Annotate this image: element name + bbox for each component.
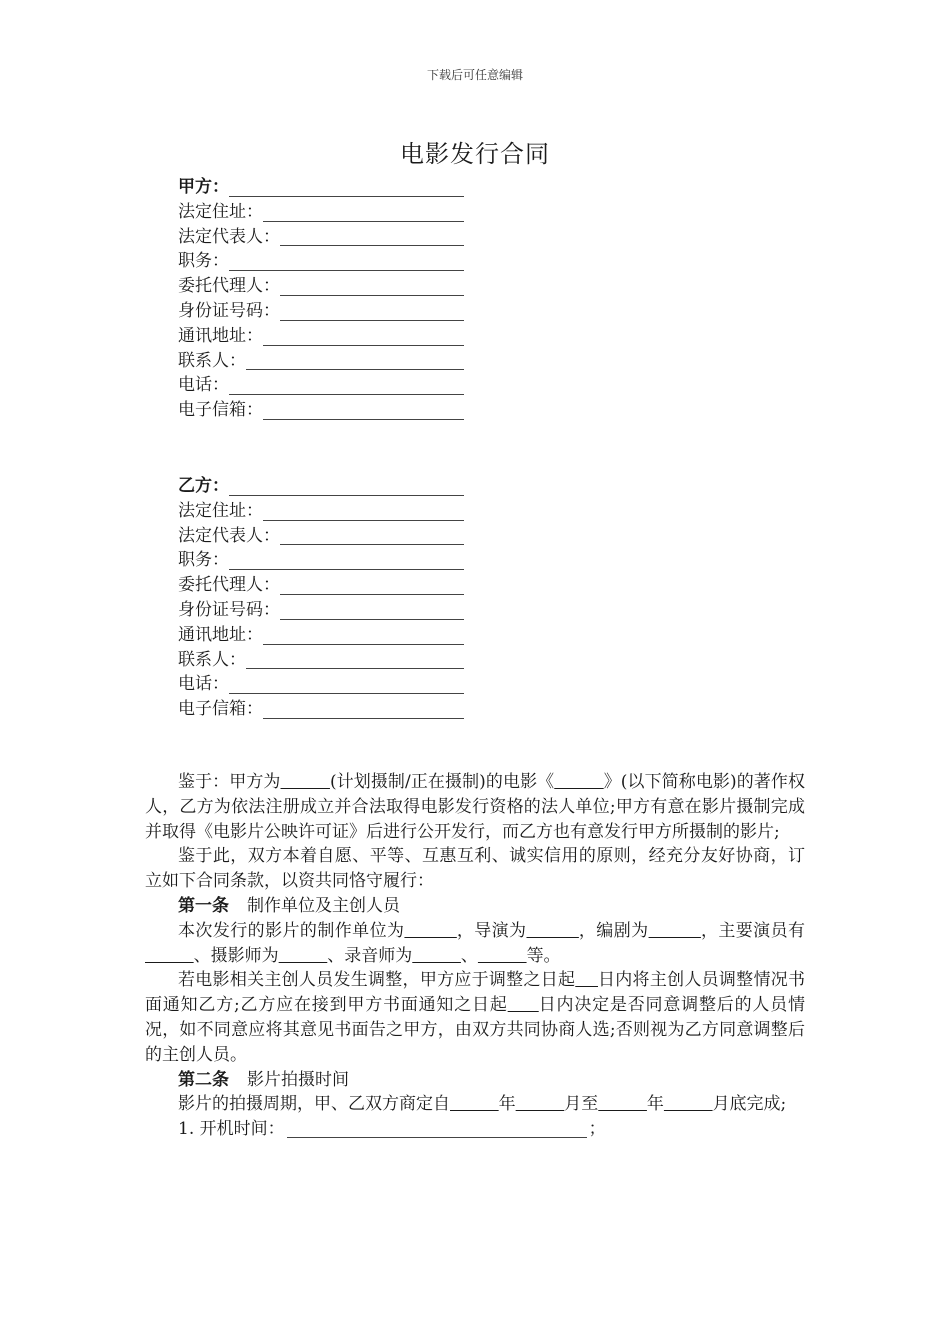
crew-paragraph: [145, 919, 805, 969]
schedule-paragraph: [145, 1092, 805, 1117]
text-run: ，导演为: [456, 920, 527, 941]
section-title: 影片拍摄时间: [247, 1069, 349, 1090]
blank[interactable]: [145, 946, 194, 966]
section-heading: [145, 894, 805, 919]
party-a-phone-field[interactable]: [178, 373, 478, 398]
party-b-position-field[interactable]: [178, 548, 478, 573]
field-label: 电子信箱：: [178, 400, 263, 421]
field-label: 通讯地址：: [178, 325, 263, 346]
section-heading: [145, 1068, 805, 1093]
fill-line[interactable]: [229, 568, 464, 570]
text-run: ，主要演员有: [700, 920, 806, 941]
header-note: 下载后可任意编辑: [426, 68, 523, 82]
text-run: 、: [460, 945, 478, 966]
party-b-representative-field[interactable]: [178, 524, 478, 549]
blank[interactable]: [526, 921, 578, 941]
text-run: 年: [646, 1094, 664, 1115]
fill-line[interactable]: [263, 643, 464, 645]
text-run: 月底完成;: [712, 1094, 787, 1115]
field-label: 通讯地址：: [178, 624, 263, 645]
document-title: 电影发行合同: [400, 140, 550, 168]
field-label: 电话：: [178, 375, 229, 396]
party-a-email-field[interactable]: [178, 398, 478, 423]
text-run: 影片的拍摄周期，甲、乙双方商定自: [178, 1094, 450, 1115]
fill-line[interactable]: [280, 244, 464, 246]
fill-line[interactable]: [246, 368, 464, 370]
party-b-email-field[interactable]: [178, 697, 478, 722]
text-run: 、摄影师为: [193, 945, 279, 966]
recital-paragraph: [145, 770, 805, 844]
text-run: 月至: [564, 1094, 599, 1115]
field-label: 甲方：: [178, 177, 229, 197]
field-label: 职务：: [178, 550, 229, 571]
party-a-representative-field[interactable]: [178, 225, 478, 250]
party-b-mail-address-field[interactable]: [178, 623, 478, 648]
blank[interactable]: [279, 946, 328, 966]
text-run: 》(以下简称电影)的著作权人，乙方为依法注册成立并合法取得电影发行资格的法人单位;甲方有意在影片摄制完成并取得《电影片公映许可证》后进行公开发行，而乙方也有意发行甲方所摄制的影片;: [145, 772, 805, 842]
blank[interactable]: [404, 921, 456, 941]
fill-line[interactable]: [263, 344, 464, 346]
party-b-contact-field[interactable]: [178, 648, 478, 673]
contract-body: [145, 770, 805, 1142]
blank[interactable]: [575, 970, 598, 990]
agreement-paragraph: 鉴于此，双方本着自愿、平等、互惠互利、诚实信用的原则，经充分友好协商，订立如下合同条款，以资共同恪守履行：: [145, 846, 805, 892]
blank[interactable]: [450, 1094, 499, 1114]
field-label: 联系人：: [178, 649, 246, 670]
fill-line[interactable]: [263, 519, 464, 521]
section-title: 制作单位及主创人员: [247, 895, 400, 916]
blank[interactable]: [478, 946, 527, 966]
party-b-agent-field[interactable]: [178, 573, 478, 598]
blank[interactable]: [516, 1094, 565, 1114]
party-a-id-field[interactable]: [178, 299, 478, 324]
fill-line[interactable]: [229, 269, 464, 271]
text-run: 年: [498, 1094, 516, 1115]
field-label: 乙方：: [178, 476, 229, 496]
text-run: ；: [588, 1119, 606, 1140]
field-label: 职务：: [178, 251, 229, 272]
blank[interactable]: [508, 995, 539, 1015]
text-run: 日内将主创人员调整情况书面通知乙方;乙方应在接到甲方书面通知之日起: [145, 970, 806, 1016]
text-run: ，编剧为: [578, 920, 649, 941]
text-run: 鉴于：甲方为: [178, 772, 281, 792]
blank[interactable]: [664, 1094, 713, 1114]
fill-line[interactable]: [280, 294, 464, 296]
fill-line[interactable]: [280, 618, 464, 620]
section-number: 第二条: [178, 1069, 229, 1090]
party-b-id-field[interactable]: [178, 598, 478, 623]
party-b-phone-field[interactable]: [178, 672, 478, 697]
field-label: 法定住址：: [178, 201, 263, 222]
field-label: 法定住址：: [178, 500, 263, 521]
fill-line[interactable]: [263, 418, 464, 420]
text-run: 本次发行的影片的制作单位为: [178, 920, 405, 941]
party-a-block: [178, 175, 478, 423]
start-date-line: [145, 1117, 805, 1142]
fill-line[interactable]: [280, 593, 464, 595]
blank[interactable]: [412, 946, 461, 966]
party-b-block: [178, 474, 478, 722]
section-number: 第一条: [178, 895, 229, 916]
party-a-agent-field[interactable]: [178, 274, 478, 299]
text-run: 若电影相关主创人员发生调整，甲方应于调整之日起: [178, 970, 576, 991]
party-a-name-field[interactable]: [178, 175, 478, 200]
text-run: (计划摄制/正在摄制)的电影《: [329, 772, 555, 792]
field-label: 电子信箱：: [178, 699, 263, 720]
field-label: 联系人：: [178, 350, 246, 371]
party-a-mail-address-field[interactable]: [178, 324, 478, 349]
field-label: 委托代理人：: [178, 575, 280, 596]
blank[interactable]: [281, 772, 330, 792]
party-b-name-field[interactable]: [178, 474, 478, 499]
fill-line[interactable]: [287, 1137, 587, 1138]
party-a-address-field[interactable]: [178, 200, 478, 225]
fill-line[interactable]: [246, 667, 464, 669]
text-run: 1. 开机时间：: [178, 1119, 285, 1140]
blank[interactable]: [554, 772, 603, 792]
blank[interactable]: [598, 1094, 647, 1114]
text-run: 日内决定是否同意调整后的人员情况，如不同意应将其意见书面告之甲方，由双方共同协商人选;否则视为乙方同意调整后的主创人员。: [145, 995, 806, 1065]
field-label: 法定代表人：: [178, 525, 280, 546]
fill-line[interactable]: [280, 319, 464, 321]
fill-line[interactable]: [280, 543, 464, 545]
fill-line[interactable]: [263, 717, 464, 719]
blank[interactable]: [649, 921, 701, 941]
party-a-position-field[interactable]: [178, 249, 478, 274]
text-run: 等。: [526, 945, 561, 966]
fill-line[interactable]: [263, 220, 464, 222]
field-label: 身份证号码：: [178, 300, 280, 321]
fill-line[interactable]: [229, 195, 464, 197]
party-b-address-field[interactable]: [178, 499, 478, 524]
crew-change-paragraph: [145, 968, 805, 1067]
fill-line[interactable]: [229, 393, 464, 395]
party-a-contact-field[interactable]: [178, 349, 478, 374]
field-label: 电话：: [178, 674, 229, 695]
fill-line[interactable]: [229, 494, 464, 496]
field-label: 身份证号码：: [178, 599, 280, 620]
field-label: 委托代理人：: [178, 276, 280, 297]
fill-line[interactable]: [229, 692, 464, 694]
field-label: 法定代表人：: [178, 226, 280, 247]
text-run: 、录音师为: [327, 945, 413, 966]
